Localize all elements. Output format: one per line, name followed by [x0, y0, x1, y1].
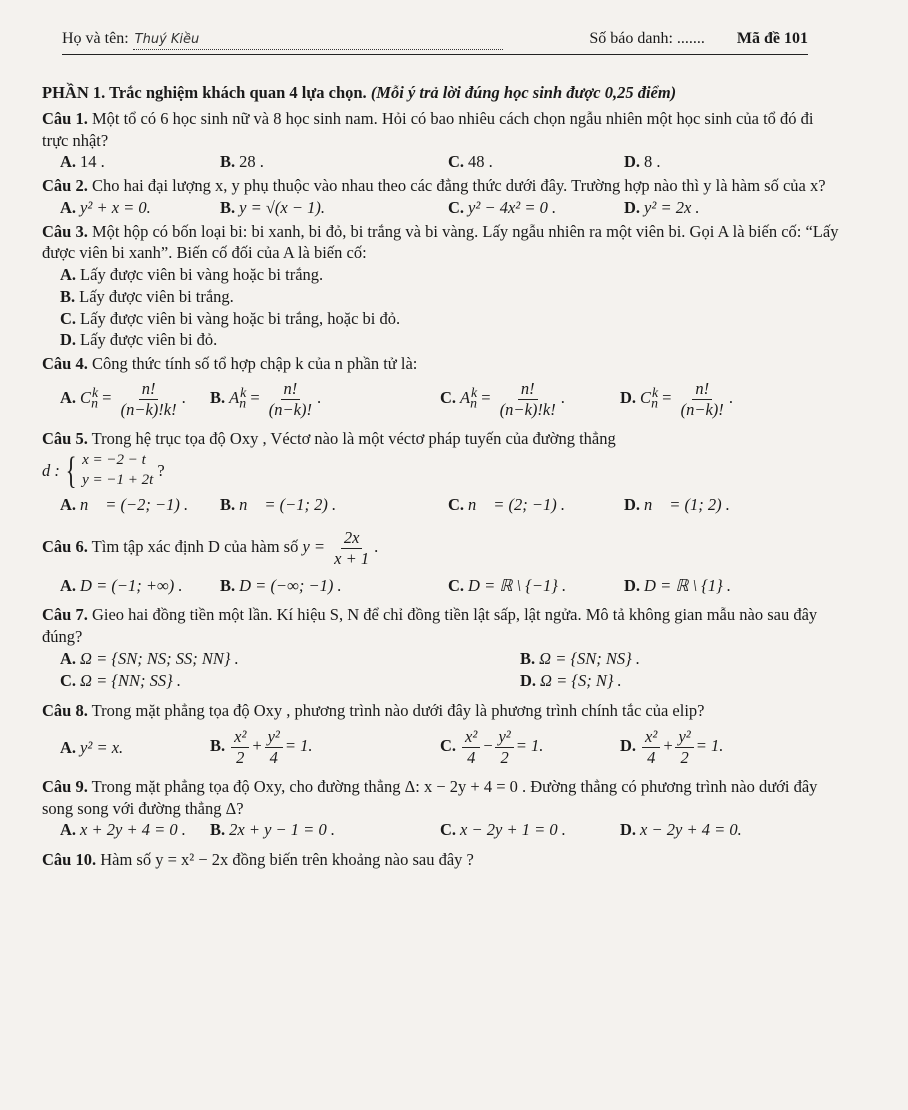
question-text: Công thức tính số tổ hợp chập k của n phần tử là: — [91, 354, 418, 374]
question-number: Câu 3. — [42, 221, 88, 241]
q5-option-b[interactable] — [220, 494, 448, 516]
option-label: B. — [220, 152, 236, 172]
question-number: Câu 7. — [42, 605, 88, 625]
question-number: Câu 1. — [42, 108, 88, 128]
fraction-1 — [462, 727, 480, 768]
fraction-numerator: x² — [462, 727, 480, 748]
fraction-denominator: (n−k)!k! — [120, 399, 177, 419]
option-text: x + 2y + 4 = 0 . — [80, 820, 186, 840]
q8-option-d[interactable]: D. $\frac{\text{x²}}{4}$ + $\frac{\text{y²}}{2}$ = 1. — [620, 727, 724, 768]
question-10 — [42, 849, 842, 871]
question-7 — [42, 604, 842, 648]
option-label: B. — [520, 648, 536, 668]
equation-y: y = −1 + 2t — [82, 471, 154, 488]
option-label: D. — [624, 495, 641, 515]
q6-option-a[interactable] — [60, 575, 220, 597]
q6-options — [42, 575, 842, 597]
question-text: Trong mặt phẳng tọa độ Oxy , phương trình nào dưới đây là phương trình chính tắc của elip? — [91, 700, 705, 720]
fraction-denominator: 4 — [647, 748, 656, 768]
option-text: 28 . — [239, 152, 264, 172]
option-label: B. — [60, 286, 76, 306]
q6-option-c[interactable] — [448, 575, 624, 597]
formula-symbol: A — [460, 388, 471, 408]
part1-note: (Mỗi ý trả lời đúng học sinh được 0,25 điểm) — [370, 83, 677, 102]
fraction-numerator: n! — [281, 379, 301, 400]
equals-one: = 1. — [695, 736, 724, 756]
formula-fraction — [497, 379, 559, 420]
q8-option-a[interactable] — [60, 737, 210, 759]
option-label: B. — [210, 820, 226, 840]
option-label: A. — [60, 648, 77, 668]
option-text: D = (−∞; −1) . — [239, 575, 342, 595]
option-label: C. — [448, 197, 465, 217]
line-system — [42, 451, 165, 490]
option-label: D. — [620, 388, 637, 408]
option-text: D = ℝ \ {−1} . — [468, 575, 567, 595]
fraction-numerator: 2x — [341, 528, 363, 549]
q3-option-c[interactable] — [60, 308, 842, 330]
question-text: Tìm tập xác định D của hàm số — [91, 537, 299, 557]
option-text: n⃗ = (1; 2) . — [644, 495, 730, 515]
fraction-numerator: y² — [265, 727, 283, 748]
fraction-denominator: 4 — [269, 748, 278, 768]
option-label: A. — [60, 197, 77, 217]
option-label: D. — [60, 330, 77, 350]
q5-line-system — [42, 451, 842, 490]
q5-option-d[interactable] — [624, 494, 804, 516]
q2-option-a[interactable] — [60, 197, 220, 219]
q5-option-c[interactable] — [448, 494, 624, 516]
option-text: D = (−1; +∞) . — [80, 575, 183, 595]
option-text: D = ℝ \ {1} . — [644, 575, 731, 595]
q4-option-a[interactable]: A. $C_n^k$ = $\frac{n!}{(n-k)!k!}$ . — [60, 378, 186, 419]
option-label: C. — [448, 575, 465, 595]
q1-option-a[interactable] — [60, 151, 220, 173]
fraction-numerator: n! — [692, 379, 712, 400]
question-number: Câu 10. — [42, 850, 97, 870]
question-text: Trong mặt phẳng tọa độ Oxy, cho đường thẳng Δ: x − 2y + 4 = 0 . Đường thẳng có phương trình nào dưới đây song song với đường thẳng Δ? — [42, 776, 818, 818]
formula-symbol: A — [229, 388, 240, 408]
option-label: B. — [220, 197, 236, 217]
option-label: A. — [60, 575, 77, 595]
question-text: Trong hệ trục tọa độ Oxy , Véctơ nào là một véctơ pháp tuyến của đường thẳng — [91, 428, 616, 448]
option-text: 48 . — [468, 152, 493, 172]
option-label: D. — [624, 197, 641, 217]
option-text: 14 . — [80, 152, 105, 172]
option-label: C. — [60, 308, 77, 328]
question-3 — [42, 221, 842, 265]
question-text: Hàm số y = x² − 2x đồng biến trên khoảng nào sau đây ? — [100, 850, 474, 870]
option-label: C. — [448, 152, 465, 172]
question-text: Một tổ có 6 học sinh nữ và 8 học sinh nam. Hỏi có bao nhiêu cách chọn ngẫu nhiên một học sinh của tổ đó đi trực nhật? — [42, 108, 814, 150]
option-label: A. — [60, 820, 77, 840]
question-number: Câu 9. — [42, 776, 88, 796]
equals-one: = 1. — [515, 736, 544, 756]
option-label: D. — [624, 152, 641, 172]
fraction-numerator: y² — [495, 727, 513, 748]
option-text: Ω = {S; N} . — [540, 670, 622, 690]
option-label: A. — [60, 152, 77, 172]
question-6: Câu 6. Tìm tập xác định D của hàm số y = $\frac{2x}{x + 1}$ . — [42, 528, 379, 568]
formula-fraction — [678, 379, 727, 420]
fraction-numerator: x² — [642, 727, 660, 748]
name-label: Họ và tên: — [62, 30, 129, 47]
option-label: D. — [620, 820, 637, 840]
brace-icon: { — [65, 449, 77, 492]
sbd-row — [589, 28, 808, 49]
fraction-denominator: 2 — [236, 748, 245, 768]
q1-options — [42, 151, 842, 173]
q2-option-b[interactable] — [220, 197, 448, 219]
option-text: x − 2y + 1 = 0 . — [460, 820, 566, 840]
student-name-row — [62, 28, 503, 50]
q3-option-d[interactable] — [60, 329, 842, 351]
equation-x: x = −2 − t — [82, 452, 146, 469]
fraction-2 — [495, 727, 513, 768]
q4-option-d[interactable]: D. $C_n^k$ = $\frac{n!}{(n-k)!}$ . — [620, 378, 733, 419]
question-8 — [42, 700, 842, 722]
q9-option-b[interactable] — [210, 819, 440, 841]
q5-option-a[interactable] — [60, 494, 220, 516]
q7-option-b[interactable] — [520, 648, 820, 670]
q9-option-d[interactable] — [620, 819, 820, 841]
q8-option-b[interactable]: B. $\frac{\text{x²}}{2}$ + $\frac{\text{y²}}{4}$ = 1. — [210, 727, 313, 768]
q2-option-c[interactable] — [448, 197, 624, 219]
option-text: Ω = {NN; SS} . — [80, 670, 181, 690]
option-label: D. — [624, 575, 641, 595]
q9-option-c[interactable] — [440, 819, 620, 841]
q1-option-b[interactable] — [220, 151, 448, 173]
fraction-denominator: x + 1 — [334, 548, 370, 568]
option-label: D. — [520, 670, 537, 690]
question-text: Cho hai đại lượng x, y phụ thuộc vào nhau theo các đẳng thức dưới đây. Trường hợp nào thì y là hàm số của x? — [91, 176, 826, 196]
option-label: D. — [620, 736, 637, 756]
q3-options — [42, 264, 842, 351]
option-text: Ω = {SN; NS; SS; NN} . — [80, 648, 239, 668]
option-text: Lấy được viên bi vàng hoặc bi trắng, hoặc bi đỏ. — [80, 308, 401, 328]
q3-option-a[interactable] — [60, 264, 842, 286]
q4-option-b[interactable]: B. $A_n^k$ = $\frac{n!}{(n-k)!}$ . — [210, 378, 322, 419]
option-text: y² = 2x . — [644, 197, 700, 217]
question-text: Gieo hai đồng tiền một lần. Kí hiệu S, N để chỉ đồng tiền lật sấp, lật ngửa. Mô tả không gian mẫu nào sau đây đúng? — [42, 605, 818, 647]
sbd-label: Số báo danh: — [589, 30, 673, 47]
fraction-numerator: n! — [518, 379, 538, 400]
q8-options — [42, 727, 842, 768]
fraction-numerator: y² — [675, 727, 693, 748]
part1-heading: PHẦN 1. Trắc nghiệm khách quan 4 lựa chọn. — [42, 83, 367, 102]
formula-fraction — [266, 379, 315, 420]
option-label: C. — [440, 388, 457, 408]
option-text: y² = x. — [80, 737, 124, 757]
option-label: C. — [448, 495, 465, 515]
name-handwritten: Thuý Kiều — [134, 32, 200, 47]
q6-option-d[interactable] — [624, 575, 804, 597]
question-text: Một hộp có bốn loại bi: bi xanh, bi đỏ, bi trắng và bi vàng. Lấy ngẫu nhiên ra một viên bi. Gọi A là biến cố: “Lấy được viên bi xanh”. Biến cố đối của A là biến cố: — [42, 221, 839, 263]
q4-option-c[interactable]: C. $A_n^k$ = $\frac{n!}{(n-k)!k!}$ . — [440, 378, 565, 419]
question-number: Câu 5. — [42, 428, 88, 448]
fraction-denominator: 2 — [680, 748, 689, 768]
q7-option-d[interactable] — [520, 670, 820, 692]
question-2 — [42, 175, 842, 197]
q1-option-c[interactable] — [448, 151, 624, 173]
option-text: Lấy được viên bi trắng. — [79, 286, 234, 306]
q1-option-d[interactable] — [624, 151, 804, 173]
fraction-2 — [675, 727, 693, 768]
question-5 — [42, 428, 842, 450]
option-text: y² − 4x² = 0 . — [468, 197, 557, 217]
fraction-denominator: (n−k)! — [680, 399, 724, 419]
q9-option-a[interactable] — [60, 819, 210, 841]
option-text: Lấy được viên bi đỏ. — [80, 330, 218, 350]
option-label: A. — [60, 737, 77, 757]
option-label: A. — [60, 495, 77, 515]
question-number: Câu 2. — [42, 176, 88, 196]
formula-symbol: C — [80, 388, 92, 408]
option-label: B. — [210, 388, 226, 408]
question-number: Câu 8. — [42, 700, 88, 720]
option-text: 2x + y − 1 = 0 . — [229, 820, 335, 840]
option-text: n⃗ = (2; −1) . — [468, 495, 566, 515]
fraction-2 — [265, 727, 283, 768]
function-fraction — [331, 528, 372, 569]
q7-option-a[interactable] — [60, 648, 520, 670]
formula-fraction — [118, 379, 180, 420]
question-4 — [42, 353, 842, 375]
option-text: Ω = {SN; NS} . — [539, 648, 641, 668]
option-text: n⃗ = (−2; −1) . — [80, 495, 189, 515]
fraction-1 — [231, 727, 249, 768]
fraction-denominator: 2 — [500, 748, 509, 768]
option-label: B. — [210, 736, 226, 756]
function-lhs: y = — [302, 537, 326, 557]
option-text: x − 2y + 4 = 0. — [640, 820, 742, 840]
formula-symbol: C — [640, 388, 652, 408]
fraction-denominator: (n−k)!k! — [499, 399, 556, 419]
option-label: C. — [60, 670, 77, 690]
line-label: d : — [42, 460, 60, 480]
option-label: A. — [60, 265, 77, 285]
exam-header — [62, 28, 808, 55]
option-text: 8 . — [644, 152, 661, 172]
option-label: C. — [440, 736, 457, 756]
sbd-dots: ....... — [676, 30, 705, 47]
q8-option-c[interactable]: C. $\frac{\text{x²}}{4}$ − $\frac{\text{y²}}{2}$ = 1. — [440, 727, 544, 768]
fraction-numerator: x² — [231, 727, 249, 748]
question-number: Câu 4. — [42, 354, 88, 374]
option-label: A. — [60, 388, 77, 408]
system-equations — [82, 451, 153, 490]
fraction-denominator: (n−k)! — [268, 399, 312, 419]
q2-option-d[interactable] — [624, 197, 804, 219]
exam-code: Mã đề 101 — [736, 30, 808, 47]
option-text: y = √(x − 1). — [239, 197, 325, 217]
option-text: n⃗ = (−1; 2) . — [239, 495, 337, 515]
option-label: B. — [220, 575, 236, 595]
question-1 — [42, 108, 842, 152]
q3-option-b[interactable] — [60, 286, 842, 308]
option-label: C. — [440, 820, 457, 840]
q7-option-c[interactable] — [60, 670, 520, 692]
fraction-1 — [642, 727, 660, 768]
question-9 — [42, 776, 842, 820]
q7-options — [42, 648, 842, 692]
fraction-numerator: n! — [139, 379, 159, 400]
q9-options — [42, 819, 842, 841]
fraction-denominator: 4 — [467, 748, 476, 768]
option-text: y² + x = 0. — [80, 197, 151, 217]
option-label: B. — [220, 495, 236, 515]
q5-options — [42, 494, 842, 516]
part1-title — [42, 82, 842, 104]
question-mark: ? — [157, 460, 165, 480]
q4-options — [42, 379, 842, 420]
exam-content — [42, 82, 842, 871]
q2-options — [42, 197, 842, 219]
q6-option-b[interactable] — [220, 575, 448, 597]
name-field — [133, 28, 503, 50]
question-number: Câu 6. — [42, 537, 88, 557]
option-text: Lấy được viên bi vàng hoặc bi trắng. — [80, 265, 324, 285]
equals-one: = 1. — [284, 736, 313, 756]
